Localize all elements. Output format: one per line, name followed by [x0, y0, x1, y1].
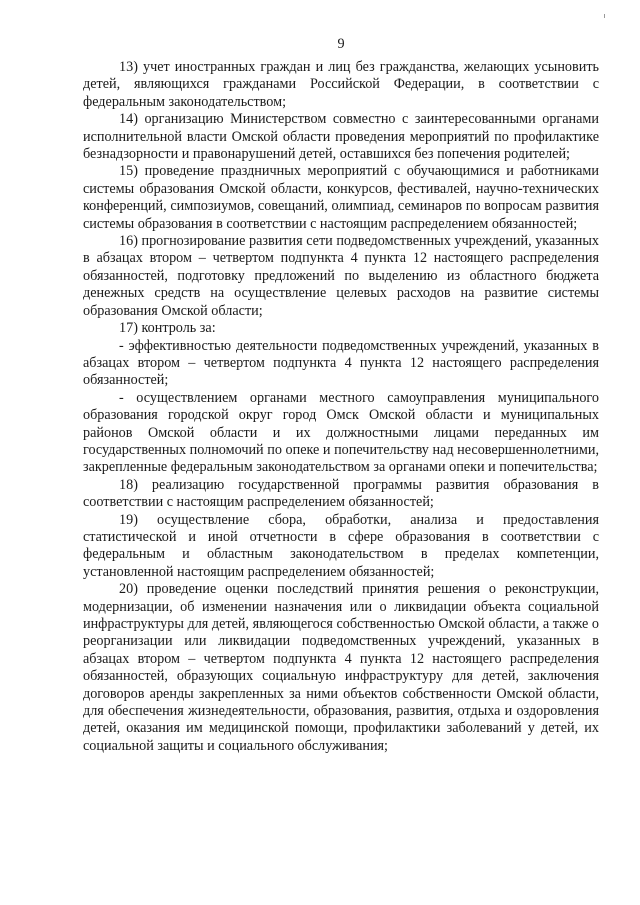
page-number: 9: [337, 36, 345, 52]
paragraph-item-17: 17) контроль за:: [119, 320, 216, 337]
document-page: [83, 36, 599, 755]
paragraph-item-14: 14) организацию Министерством совместно с заинтересованными органами исполнительной власти Омской области проведения мероприятий по профилактике безнадзорности и правонарушений детей, оставшихся без попечения родителей;: [83, 111, 599, 163]
paragraph-item-16: 16) прогнозирование развития сети подведомственных учреждений, указанных в абзацах втором – четвертом подпункта 4 пункта 12 настоящего распределения обязанностей, подготовку предложений по выделению из областного бюджета денежных средств на осуществление целевых расходов на развитие системы образования Омской области;: [83, 233, 599, 319]
paragraph-item-19: 19) осуществление сбора, обработки, анализа и предоставления статистической и иной отчетности в сфере образования в соответствии с федеральным и областным законодательством в пределах компетенции, установленной настоящим распределением обязанностей;: [83, 511, 599, 580]
paragraph-item-15: 15) проведение праздничных мероприятий с обучающимися и работниками системы образования Омской области, конкурсов, фестивалей, научно-технических конференций, симпозиумов, совещаний, олимпиад, семинаров по вопросам развития системы образования в соответствии с настоящим распределением обязанностей;: [83, 163, 599, 232]
paragraph-item-18: 18) реализацию государственной программы развития образования в соответствии с настоящим распределением обязанностей;: [83, 476, 599, 511]
paragraph-item-13: 13) учет иностранных граждан и лиц без гражданства, желающих усыновить детей, являющихся гражданами Российской Федерации, в соответствии с федеральным законодательством;: [83, 59, 599, 110]
paragraph-item-17-dash-1: - эффективностью деятельности подведомственных учреждений, указанных в абзацах втором – четвертом подпункта 4 пункта 12 настоящего распределения обязанностей;: [83, 337, 599, 389]
scan-mark: [604, 14, 605, 18]
paragraph-item-17-dash-2: - осуществлением органами местного самоуправления муниципального образования городской округ город Омск Омской области и муниципальных районов Омской области и их должностными лицами переданных им государственных полномочий по опеке и попечительству над несовершеннолетними, закрепленные федеральным законодательством за органами опеки и попечительства;: [83, 389, 599, 476]
paragraph-item-20: 20) проведение оценки последствий принятия решения о реконструкции, модернизации, об изменении назначения или о ликвидации объекта социальной инфраструктуры для детей, являющегося собственностью Омской области, а также о реорганизации или ликвидации подведомственных учреждений, указанных в абзацах втором – четвертом подпункта 4 пункта 12 настоящего распределения обязанностей, образующих социальную инфраструктуру для детей, заключения договоров аренды закрепленных за ними объектов собственности Омской области, для обеспечения жизнедеятельности, образования, развития, отдыха и оздоровления детей, оказания им медицинской помощи, профилактики заболеваний у детей, их социальной защиты и социального обслуживания;: [83, 581, 599, 754]
